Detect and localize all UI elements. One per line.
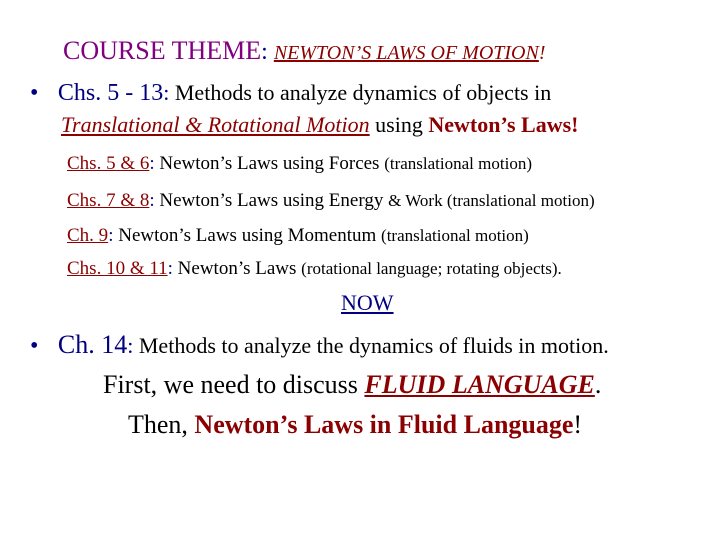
course-theme-label: COURSE THEME bbox=[63, 36, 262, 65]
bullet1-text: Methods to analyze dynamics of objects in bbox=[169, 80, 552, 105]
line2-post: ! bbox=[573, 410, 583, 439]
title-exclaim: ! bbox=[538, 42, 546, 64]
bullet-chapters-5-13 bbox=[30, 80, 551, 107]
bullet2-text: Methods to analyze the dynamics of fluids in motion. bbox=[133, 333, 609, 358]
subitem-note: (translational motion) bbox=[381, 226, 529, 245]
subitem-chapter: Ch. 9 bbox=[67, 225, 109, 246]
fluid-language-line bbox=[103, 370, 601, 400]
chapter-14-colon: : bbox=[127, 333, 134, 358]
now-label: NOW bbox=[341, 290, 394, 315]
subitem-main: Newton’s Laws using Forces bbox=[154, 153, 385, 174]
subitem-ch9 bbox=[67, 225, 529, 247]
subitem-colon: : bbox=[149, 190, 155, 211]
subitem-main: Newton’s Laws using Energy bbox=[154, 190, 389, 211]
subitem-chapter: Chs. 7 & 8 bbox=[67, 190, 150, 211]
chapter-14-label: Ch. 14 bbox=[57, 330, 128, 359]
subitem-note: (translational motion) bbox=[384, 154, 532, 173]
subitem-note: & Work (translational motion) bbox=[388, 191, 595, 210]
subitem-ch5-6 bbox=[67, 153, 532, 175]
line1-pre: First, we need to discuss bbox=[103, 370, 365, 399]
chapters-colon: : bbox=[163, 80, 170, 105]
line1-post: . bbox=[594, 370, 602, 399]
motion-text: Translational & Rotational Motion bbox=[61, 112, 370, 137]
newtons-laws-text: Newton’s Laws! bbox=[428, 112, 579, 137]
subitem-note: (rotational language; rotating objects). bbox=[301, 259, 562, 278]
using-text: using bbox=[369, 112, 429, 137]
subitem-ch7-8 bbox=[67, 190, 595, 212]
subitem-main: Newton’s Laws using Momentum bbox=[113, 225, 382, 246]
newtons-laws-fluid-text: Newton’s Laws in Fluid Language bbox=[194, 410, 574, 439]
subitem-colon: : bbox=[149, 153, 155, 174]
subitem-colon: : bbox=[167, 258, 173, 279]
subitem-ch10-11 bbox=[67, 258, 562, 280]
newtons-laws-title: NEWTON’S LAWS OF MOTION bbox=[273, 42, 539, 64]
course-theme-title bbox=[63, 36, 546, 66]
subitem-chapter: Chs. 5 & 6 bbox=[67, 153, 150, 174]
line2-pre: Then, bbox=[128, 410, 195, 439]
chapters-5-13-label: Chs. 5 - 13 bbox=[57, 80, 164, 106]
subitem-colon: : bbox=[108, 225, 114, 246]
title-colon: : bbox=[261, 39, 274, 65]
newtons-laws-fluid-line bbox=[128, 410, 582, 440]
bullet-icon: • bbox=[30, 80, 39, 106]
bullet1-continuation bbox=[61, 112, 578, 138]
fluid-language-text: FLUID LANGUAGE bbox=[364, 370, 595, 399]
bullet-icon: • bbox=[30, 333, 39, 359]
bullet-chapter-14 bbox=[30, 330, 609, 360]
subitem-chapter: Chs. 10 & 11 bbox=[67, 258, 168, 279]
subitem-main: Newton’s Laws bbox=[172, 258, 302, 279]
